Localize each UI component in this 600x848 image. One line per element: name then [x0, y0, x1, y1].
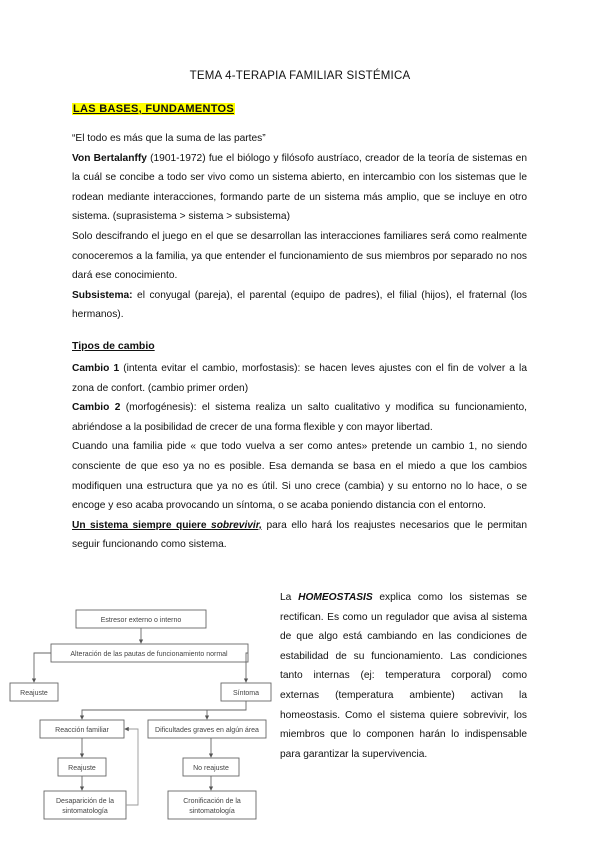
sobrevivir-label: [72, 520, 262, 531]
label-reajuste-2: Reajuste: [68, 765, 96, 772]
cambio2-text: (morfogénesis): el sistema realiza un salto cualitativo y modifica su funcionamiento, abriéndose a la posibilidad de crecer de una forma flexible y con mayor libertad.: [72, 402, 527, 433]
label-estresor: Estresor externo o interno: [100, 617, 182, 624]
homeo-body: explica como los sistemas se rectifican. Es como un regulador que avisa al sistema de que algo está cambiando en las condiciones de estabilidad de su funcionamiento. Las condiciones tanto internas (ej: temperatura corporal) como externas (temperatura ambiente) activan la homeostasis. Como el sistema quiere sobrevivir, los miembros que lo componen harán lo indispensable para garantizar la supervivencia.: [280, 592, 527, 760]
subsistema-paragraph: [72, 286, 527, 325]
homeo-pre: La: [280, 592, 299, 603]
cambio1-label: Cambio 1: [72, 363, 120, 374]
section-heading-bases: LAS BASES, FUNDAMENTOS: [73, 103, 235, 115]
interacciones-paragraph: Solo descifrando el juego en el que se desarrollan las interacciones familiares será como realmente conoceremos a la familia, ya que entender el funcionamiento de sus miembros por separado no nos dará ese conocimiento.: [72, 230, 527, 282]
label-desaparicion-1: Desaparición de la: [56, 798, 114, 805]
label-reajuste: Reajuste: [20, 690, 48, 697]
bases-body: [72, 129, 527, 325]
homeostasis-paragraph: [280, 588, 527, 764]
section-heading-cambio: Tipos de cambio: [72, 340, 155, 352]
label-cronificacion-2: sintomatología: [189, 808, 235, 815]
sobrevivir-text: para ello hará los reajustes necesarios que le permitan seguir funcionando como sistema.: [72, 519, 527, 551]
sobrevivir-label-a: Un sistema siempre quiere: [72, 519, 212, 531]
subsistema-text: el conyugal (pareja), el parental (equipo de padres), el filial (hijos), el fraternal (los hermanos).: [72, 289, 527, 321]
cambio2-paragraph: [72, 398, 527, 437]
label-dificultades: Dificultades graves en algún área: [155, 727, 259, 734]
label-desaparicion-2: sintomatología: [62, 808, 108, 815]
homeostasis-term: HOMEOSTASIS: [298, 592, 373, 603]
label-cronificacion-1: Cronificación de la: [183, 798, 241, 805]
familia-paragraph: Cuando una familia pide « que todo vuelva a ser como antes» pretende un cambio 1, no siendo consciente de que eso ya no es posible. Esa demanda se basa en el miedo a que los cambios modifiquen una estructura que ya no es útil. Si uno crece (cambia) y su entorno no lo hace, o se encoge y eso acaba provocando un síntoma, o se acaba poniendo distancia con el entorno.: [72, 441, 527, 512]
cambio1-text: (intenta evitar el cambio, morfostasis): se hacen leves ajustes con el fin de volver a la zona de confort. (cambio primer orden): [72, 363, 527, 394]
bertalanffy-name: Von Bertalanffy: [72, 152, 147, 164]
bertalanffy-text: (1901-1972) fue el biólogo y filósofo austríaco, creador de la teoría de sistemas en la cuál se concibe a todo ser vivo como un sistema abierto, en intercambio con los sistemas que le rodean mediante interacciones, formando parte de un sistema más amplio, que se incluye en otro sistema. (suprasistema > sistema > subsistema): [72, 152, 527, 223]
label-reaccion: Reacción familiar: [55, 727, 109, 734]
document-title: TEMA 4-TERAPIA FAMILIAR SISTÉMICA: [189, 70, 411, 82]
label-sintoma: Síntoma: [232, 690, 260, 697]
homeostasis-text: [280, 588, 527, 764]
sobrevivir-label-b: sobrevivir,: [211, 519, 262, 531]
subsistema-label: Subsistema:: [72, 289, 133, 301]
homeostasis-flow-diagram: [8, 604, 273, 829]
bertalanffy-paragraph: [72, 149, 527, 227]
cambio1-paragraph: [72, 359, 527, 398]
label-no-reajuste: No reajuste: [193, 765, 229, 772]
cambio2-label: Cambio 2: [72, 402, 121, 414]
label-alteracion: Alteración de las pautas de funcionamiento normal: [70, 651, 228, 658]
sobrevivir-paragraph: [72, 516, 527, 555]
quote-paragraph: “El todo es más que la suma de las partes”: [72, 133, 266, 144]
cambio-body: [72, 359, 527, 555]
